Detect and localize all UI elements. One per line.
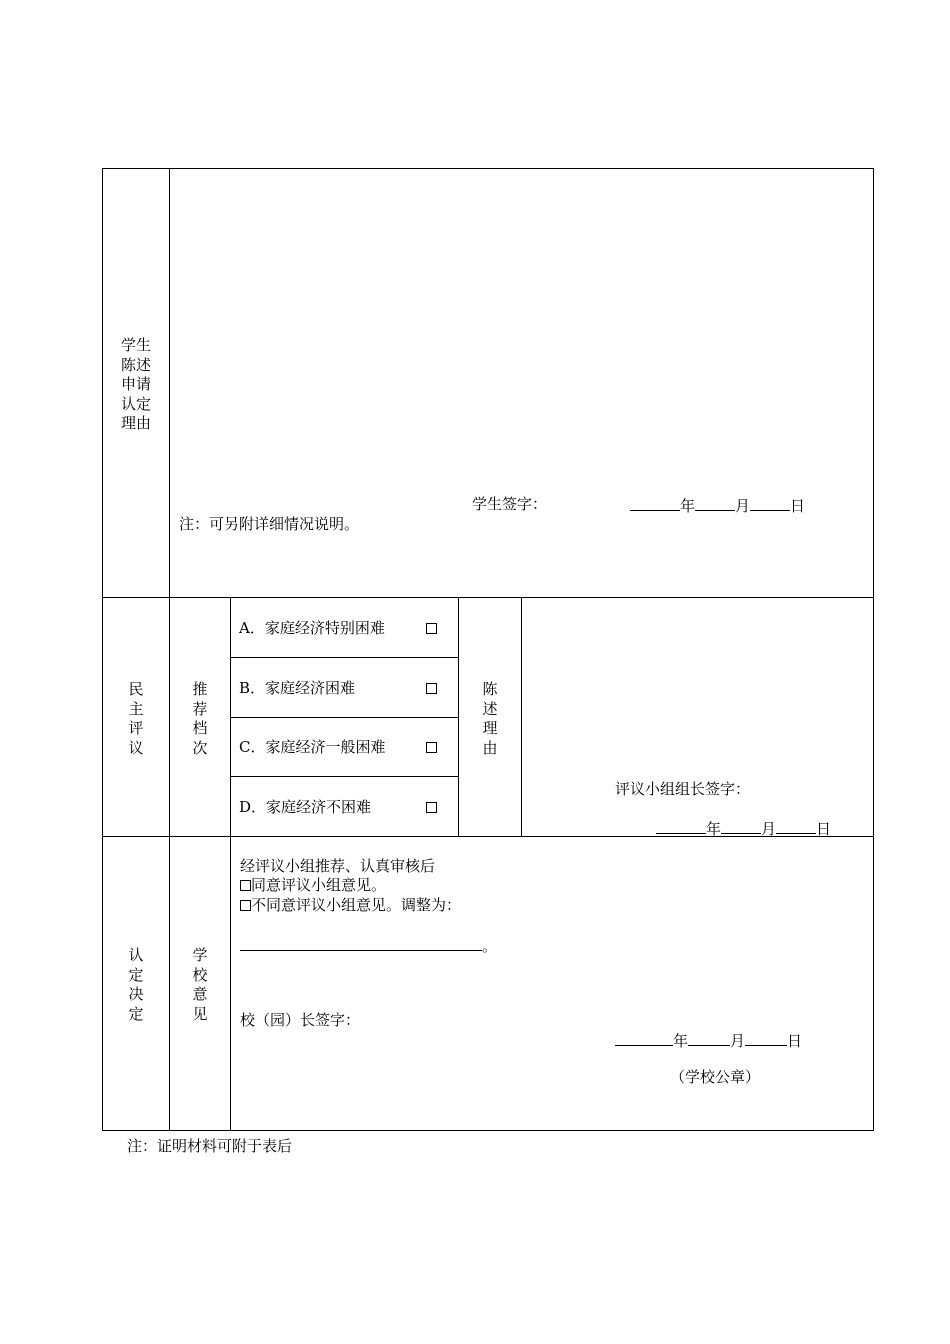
label-char: 学	[192, 946, 208, 964]
label-char: 主	[128, 699, 144, 718]
principal-signature-label: 校（园）长签字：	[240, 1011, 361, 1029]
option-a-label: A．家庭经济特别困难	[239, 619, 385, 637]
democratic-review-label	[103, 680, 169, 758]
label-char: 理	[482, 719, 498, 737]
label-char: 定	[128, 965, 144, 984]
label-char: 认	[128, 946, 144, 964]
year-label: 年	[706, 820, 722, 838]
month-blank[interactable]	[721, 818, 761, 834]
agree-text: 同意评议小组意见。	[251, 876, 387, 894]
label-char: 决	[128, 985, 144, 1003]
school-opinion-label	[170, 946, 230, 1024]
footer-note: 注：证明材料可附于表后	[127, 1137, 293, 1155]
row-divider-1	[102, 597, 874, 598]
label-char: 议	[128, 738, 144, 757]
label-line: 理由	[120, 414, 151, 432]
year-blank[interactable]	[630, 495, 680, 511]
principal-signature-date	[615, 1030, 802, 1051]
day-blank[interactable]	[750, 495, 790, 511]
option-divider-1	[230, 657, 459, 658]
period: 。	[482, 937, 498, 955]
year-blank[interactable]	[656, 818, 706, 834]
label-line: 陈述	[120, 355, 151, 374]
day-blank[interactable]	[745, 1030, 787, 1046]
option-d-label: D．家庭经济不困难	[239, 798, 372, 816]
label-char: 评	[128, 719, 144, 737]
agree-option	[240, 876, 386, 895]
disagree-text: 不同意评议小组意见。调整为：	[251, 896, 462, 914]
label-char: 次	[192, 738, 208, 757]
school-seal-label: （学校公章）	[670, 1068, 761, 1086]
day-label: 日	[816, 820, 832, 838]
month-blank[interactable]	[688, 1030, 730, 1046]
table-border-right	[873, 168, 874, 1131]
option-b-label: B．家庭经济困难	[239, 679, 356, 697]
day-label: 日	[787, 1032, 803, 1050]
label-char: 推	[192, 680, 208, 698]
month-label: 月	[735, 497, 751, 515]
adjustment-line	[240, 935, 497, 956]
label-char: 意	[192, 985, 208, 1003]
option-divider-2	[230, 717, 459, 718]
label-char: 档	[192, 719, 208, 737]
option-a-checkbox[interactable]	[426, 623, 437, 634]
student-statement-label	[103, 336, 169, 434]
label-char: 由	[482, 738, 498, 757]
disagree-checkbox[interactable]	[240, 900, 251, 911]
label-char: 校	[192, 965, 208, 984]
label-char: 荐	[192, 699, 208, 718]
month-blank[interactable]	[695, 495, 735, 511]
label-char: 陈	[482, 680, 498, 698]
year-blank[interactable]	[615, 1030, 673, 1046]
student-signature-date	[630, 495, 805, 516]
option-d-checkbox[interactable]	[426, 802, 437, 813]
table-border-bottom	[102, 1130, 874, 1131]
year-label: 年	[673, 1032, 689, 1050]
col-divider-reason	[521, 597, 522, 837]
leader-signature-label: 评议小组组长签字：	[615, 780, 751, 798]
table-border-top	[102, 168, 874, 169]
label-char: 民	[128, 680, 144, 698]
option-c-checkbox[interactable]	[426, 742, 437, 753]
option-divider-3	[230, 776, 459, 777]
label-line: 认定	[120, 394, 151, 413]
recommend-level-label	[170, 680, 230, 758]
decision-label	[103, 946, 169, 1024]
month-label: 月	[761, 820, 777, 838]
option-b-checkbox[interactable]	[426, 683, 437, 694]
label-line: 申请	[120, 375, 151, 393]
month-label: 月	[730, 1032, 746, 1050]
option-c-label: C．家庭经济一般困难	[239, 738, 386, 756]
adjustment-blank[interactable]	[240, 935, 482, 951]
student-signature-label: 学生签字：	[472, 495, 548, 513]
day-blank[interactable]	[776, 818, 816, 834]
student-note: 注：可另附详细情况说明。	[179, 515, 360, 533]
col-divider-sublabel	[230, 597, 231, 1131]
label-line: 学生	[120, 336, 151, 354]
day-label: 日	[790, 497, 806, 515]
label-char: 见	[192, 1004, 208, 1023]
label-char: 述	[482, 699, 498, 718]
disagree-option	[240, 896, 461, 915]
review-intro: 经评议小组推荐、认真审核后	[240, 857, 436, 875]
reason-label	[459, 680, 521, 758]
leader-signature-date	[656, 818, 831, 839]
year-label: 年	[680, 497, 696, 515]
agree-checkbox[interactable]	[240, 880, 251, 891]
label-char: 定	[128, 1004, 144, 1023]
